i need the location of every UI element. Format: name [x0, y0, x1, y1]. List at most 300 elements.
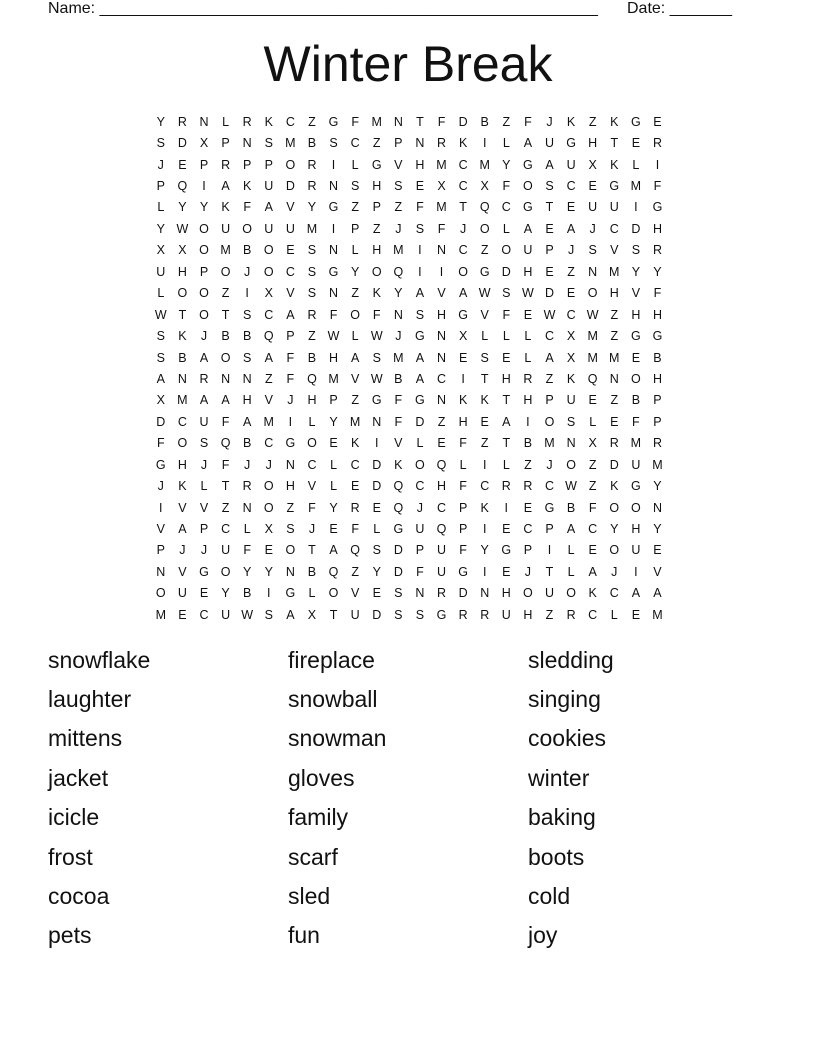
- grid-letter[interactable]: P: [545, 522, 554, 537]
- grid-letter[interactable]: G: [609, 179, 620, 194]
- grid-letter[interactable]: X: [437, 179, 446, 194]
- grid-letter[interactable]: H: [372, 179, 382, 194]
- grid-letter[interactable]: U: [199, 414, 209, 429]
- grid-letter[interactable]: L: [589, 414, 597, 429]
- grid-letter[interactable]: B: [178, 350, 187, 365]
- grid-letter[interactable]: N: [393, 307, 403, 322]
- grid-letter[interactable]: R: [350, 500, 360, 515]
- grid-letter[interactable]: P: [156, 179, 165, 194]
- grid-letter[interactable]: D: [177, 136, 187, 151]
- grid-letter[interactable]: Y: [199, 200, 209, 215]
- grid-letter[interactable]: D: [544, 286, 554, 301]
- grid-letter[interactable]: Y: [502, 157, 511, 172]
- grid-letter[interactable]: G: [523, 200, 533, 215]
- grid-letter[interactable]: O: [263, 500, 274, 515]
- grid-letter[interactable]: A: [199, 393, 209, 408]
- grid-letter[interactable]: J: [395, 221, 402, 236]
- grid-letter[interactable]: G: [630, 479, 641, 494]
- grid-letter[interactable]: E: [653, 543, 662, 558]
- grid-letter[interactable]: O: [350, 307, 360, 322]
- grid-letter[interactable]: I: [634, 200, 638, 215]
- grid-letter[interactable]: X: [264, 286, 273, 301]
- grid-letter[interactable]: D: [393, 564, 403, 579]
- grid-letter[interactable]: R: [458, 607, 468, 622]
- grid-letter[interactable]: F: [308, 500, 316, 515]
- grid-letter[interactable]: C: [199, 607, 209, 622]
- grid-letter[interactable]: R: [523, 479, 533, 494]
- grid-letter[interactable]: V: [350, 586, 360, 601]
- grid-letter[interactable]: K: [610, 114, 619, 129]
- grid-letter[interactable]: C: [501, 200, 511, 215]
- grid-letter[interactable]: V: [480, 307, 489, 322]
- grid-letter[interactable]: F: [502, 179, 511, 194]
- grid-letter[interactable]: X: [307, 607, 317, 622]
- grid-letter[interactable]: F: [372, 307, 381, 322]
- grid-letter[interactable]: H: [501, 371, 511, 386]
- grid-letter[interactable]: W: [370, 329, 383, 344]
- grid-letter[interactable]: A: [588, 564, 597, 579]
- grid-letter[interactable]: X: [458, 329, 468, 344]
- grid-letter[interactable]: S: [199, 436, 209, 451]
- grid-letter[interactable]: C: [350, 457, 360, 472]
- grid-letter[interactable]: H: [177, 264, 187, 279]
- grid-letter[interactable]: Z: [610, 307, 619, 322]
- grid-letter[interactable]: Z: [545, 371, 554, 386]
- grid-letter[interactable]: R: [307, 157, 317, 172]
- grid-letter[interactable]: R: [652, 136, 662, 151]
- grid-letter[interactable]: H: [501, 586, 511, 601]
- grid-letter[interactable]: O: [199, 243, 209, 258]
- grid-letter[interactable]: F: [459, 479, 467, 494]
- grid-letter[interactable]: K: [221, 200, 230, 215]
- grid-letter[interactable]: K: [372, 286, 381, 301]
- grid-letter[interactable]: B: [631, 393, 641, 408]
- grid-letter[interactable]: E: [437, 436, 446, 451]
- grid-letter[interactable]: J: [546, 457, 553, 472]
- name-field[interactable]: Name: ________________________________________________________: [48, 0, 598, 17]
- grid-letter[interactable]: P: [653, 393, 662, 408]
- grid-letter[interactable]: P: [545, 393, 554, 408]
- grid-letter[interactable]: F: [221, 414, 230, 429]
- grid-letter[interactable]: N: [437, 243, 447, 258]
- grid-letter[interactable]: O: [220, 264, 231, 279]
- grid-letter[interactable]: O: [177, 286, 188, 301]
- grid-letter[interactable]: G: [371, 393, 382, 408]
- grid-letter[interactable]: P: [372, 200, 381, 215]
- grid-letter[interactable]: X: [588, 157, 597, 172]
- grid-letter[interactable]: U: [544, 586, 554, 601]
- grid-letter[interactable]: O: [523, 586, 533, 601]
- grid-letter[interactable]: E: [502, 564, 511, 579]
- grid-letter[interactable]: J: [200, 457, 208, 472]
- grid-letter[interactable]: V: [653, 564, 662, 579]
- grid-letter[interactable]: Z: [502, 114, 511, 129]
- grid-letter[interactable]: I: [482, 522, 487, 537]
- grid-letter[interactable]: Z: [567, 264, 575, 279]
- grid-letter[interactable]: F: [416, 564, 424, 579]
- grid-letter[interactable]: G: [328, 264, 339, 279]
- grid-letter[interactable]: A: [243, 414, 252, 429]
- grid-letter[interactable]: V: [199, 500, 209, 515]
- grid-letter[interactable]: H: [329, 350, 339, 365]
- grid-letter[interactable]: U: [631, 457, 641, 472]
- grid-letter[interactable]: T: [480, 371, 489, 386]
- grid-letter[interactable]: F: [632, 414, 640, 429]
- grid-letter[interactable]: R: [242, 114, 252, 129]
- grid-letter[interactable]: A: [566, 522, 576, 537]
- grid-letter[interactable]: C: [544, 329, 554, 344]
- grid-letter[interactable]: B: [243, 329, 252, 344]
- grid-letter[interactable]: J: [459, 221, 467, 236]
- grid-letter[interactable]: H: [631, 522, 641, 537]
- grid-letter[interactable]: E: [372, 500, 381, 515]
- grid-letter[interactable]: U: [221, 607, 231, 622]
- grid-letter[interactable]: H: [437, 307, 447, 322]
- grid-letter[interactable]: I: [655, 157, 660, 172]
- grid-letter[interactable]: Z: [351, 200, 359, 215]
- grid-letter[interactable]: F: [459, 436, 467, 451]
- grid-letter[interactable]: I: [202, 179, 206, 194]
- grid-letter[interactable]: C: [544, 479, 554, 494]
- grid-letter[interactable]: G: [285, 436, 296, 451]
- grid-letter[interactable]: I: [461, 371, 465, 386]
- grid-letter[interactable]: J: [157, 157, 164, 172]
- grid-letter[interactable]: O: [523, 179, 533, 194]
- grid-letter[interactable]: E: [588, 393, 597, 408]
- grid-letter[interactable]: H: [652, 307, 662, 322]
- grid-letter[interactable]: G: [479, 264, 490, 279]
- grid-letter[interactable]: A: [566, 221, 576, 236]
- grid-letter[interactable]: H: [437, 479, 447, 494]
- grid-letter[interactable]: S: [329, 136, 338, 151]
- grid-letter[interactable]: Z: [372, 136, 381, 151]
- grid-letter[interactable]: L: [524, 350, 532, 365]
- grid-letter[interactable]: V: [286, 286, 295, 301]
- grid-letter[interactable]: S: [264, 136, 273, 151]
- grid-letter[interactable]: B: [394, 371, 403, 386]
- grid-letter[interactable]: J: [546, 114, 553, 129]
- grid-letter[interactable]: F: [653, 286, 662, 301]
- grid-letter[interactable]: N: [415, 586, 425, 601]
- grid-letter[interactable]: E: [588, 179, 597, 194]
- grid-letter[interactable]: X: [588, 436, 597, 451]
- grid-letter[interactable]: T: [545, 200, 554, 215]
- grid-letter[interactable]: Z: [588, 479, 597, 494]
- grid-letter[interactable]: U: [609, 200, 619, 215]
- grid-letter[interactable]: W: [565, 479, 577, 494]
- grid-letter[interactable]: F: [351, 114, 359, 129]
- grid-letter[interactable]: F: [351, 522, 359, 537]
- grid-letter[interactable]: U: [566, 157, 576, 172]
- grid-letter[interactable]: P: [350, 221, 360, 236]
- grid-letter[interactable]: E: [502, 350, 511, 365]
- grid-letter[interactable]: G: [415, 393, 425, 408]
- grid-letter[interactable]: E: [566, 286, 576, 301]
- grid-letter[interactable]: Z: [264, 371, 273, 386]
- grid-letter[interactable]: R: [652, 436, 662, 451]
- grid-letter[interactable]: A: [545, 350, 554, 365]
- grid-letter[interactable]: I: [418, 264, 422, 279]
- grid-letter[interactable]: P: [394, 136, 403, 151]
- grid-letter[interactable]: I: [374, 436, 379, 451]
- grid-letter[interactable]: V: [307, 479, 317, 494]
- grid-letter[interactable]: Z: [372, 221, 381, 236]
- grid-letter[interactable]: O: [220, 564, 231, 579]
- grid-letter[interactable]: R: [307, 307, 317, 322]
- grid-letter[interactable]: S: [307, 243, 317, 258]
- grid-letter[interactable]: P: [545, 243, 554, 258]
- grid-letter[interactable]: M: [630, 179, 642, 194]
- grid-letter[interactable]: G: [652, 200, 663, 215]
- grid-letter[interactable]: C: [221, 522, 231, 537]
- grid-letter[interactable]: S: [156, 136, 165, 151]
- grid-letter[interactable]: M: [479, 157, 490, 172]
- grid-letter[interactable]: L: [200, 479, 208, 494]
- grid-letter[interactable]: Z: [351, 564, 359, 579]
- grid-letter[interactable]: V: [610, 243, 619, 258]
- grid-letter[interactable]: Q: [307, 371, 317, 386]
- grid-letter[interactable]: L: [610, 607, 618, 622]
- grid-letter[interactable]: K: [394, 457, 403, 472]
- grid-letter[interactable]: D: [631, 221, 641, 236]
- grid-letter[interactable]: W: [543, 307, 556, 322]
- grid-letter[interactable]: Y: [156, 221, 165, 236]
- grid-letter[interactable]: J: [200, 543, 208, 558]
- grid-letter[interactable]: N: [393, 114, 403, 129]
- grid-letter[interactable]: U: [501, 607, 511, 622]
- grid-letter[interactable]: G: [544, 500, 555, 515]
- grid-letter[interactable]: N: [199, 114, 209, 129]
- grid-letter[interactable]: Z: [524, 457, 532, 472]
- grid-letter[interactable]: A: [286, 607, 295, 622]
- grid-letter[interactable]: M: [393, 350, 404, 365]
- grid-letter[interactable]: N: [437, 393, 447, 408]
- grid-letter[interactable]: E: [199, 586, 209, 601]
- grid-letter[interactable]: Z: [351, 393, 359, 408]
- grid-letter[interactable]: C: [588, 522, 598, 537]
- grid-letter[interactable]: S: [394, 607, 403, 622]
- grid-letter[interactable]: D: [609, 457, 619, 472]
- grid-letter[interactable]: I: [159, 500, 163, 515]
- grid-letter[interactable]: L: [567, 543, 575, 558]
- grid-letter[interactable]: K: [566, 114, 576, 129]
- grid-letter[interactable]: B: [480, 114, 489, 129]
- grid-letter[interactable]: N: [588, 264, 598, 279]
- grid-letter[interactable]: H: [652, 371, 662, 386]
- grid-letter[interactable]: O: [479, 221, 490, 236]
- grid-letter[interactable]: A: [199, 350, 209, 365]
- date-field[interactable]: Date: _______: [627, 0, 732, 17]
- grid-letter[interactable]: O: [544, 414, 555, 429]
- grid-letter[interactable]: W: [176, 221, 189, 236]
- grid-letter[interactable]: P: [264, 157, 273, 172]
- grid-letter[interactable]: O: [199, 286, 209, 301]
- grid-letter[interactable]: Y: [394, 286, 403, 301]
- grid-letter[interactable]: Q: [177, 179, 188, 194]
- grid-letter[interactable]: L: [373, 522, 381, 537]
- grid-letter[interactable]: S: [243, 350, 252, 365]
- grid-letter[interactable]: R: [437, 136, 447, 151]
- grid-letter[interactable]: P: [329, 393, 338, 408]
- grid-letter[interactable]: C: [307, 457, 317, 472]
- grid-letter[interactable]: S: [286, 522, 295, 537]
- grid-letter[interactable]: A: [545, 157, 554, 172]
- grid-letter[interactable]: B: [243, 243, 252, 258]
- grid-letter[interactable]: F: [329, 307, 338, 322]
- grid-letter[interactable]: E: [415, 179, 425, 194]
- grid-letter[interactable]: J: [179, 543, 186, 558]
- grid-letter[interactable]: N: [609, 371, 619, 386]
- grid-letter[interactable]: J: [416, 500, 424, 515]
- grid-letter[interactable]: O: [328, 586, 339, 601]
- grid-letter[interactable]: H: [609, 286, 619, 301]
- grid-letter[interactable]: B: [243, 586, 252, 601]
- grid-letter[interactable]: A: [156, 371, 165, 386]
- grid-letter[interactable]: I: [482, 564, 487, 579]
- grid-letter[interactable]: Z: [351, 286, 359, 301]
- grid-letter[interactable]: N: [480, 586, 490, 601]
- grid-letter[interactable]: C: [264, 436, 274, 451]
- grid-letter[interactable]: A: [221, 393, 230, 408]
- grid-letter[interactable]: B: [523, 436, 533, 451]
- grid-letter[interactable]: T: [502, 393, 511, 408]
- grid-letter[interactable]: E: [350, 479, 360, 494]
- grid-letter[interactable]: P: [415, 543, 425, 558]
- grid-letter[interactable]: K: [480, 393, 489, 408]
- grid-letter[interactable]: O: [501, 243, 512, 258]
- grid-letter[interactable]: N: [242, 371, 252, 386]
- grid-letter[interactable]: S: [415, 307, 425, 322]
- grid-letter[interactable]: T: [221, 307, 230, 322]
- grid-letter[interactable]: N: [437, 350, 447, 365]
- grid-letter[interactable]: S: [545, 179, 554, 194]
- grid-letter[interactable]: E: [610, 414, 619, 429]
- grid-letter[interactable]: J: [265, 457, 272, 472]
- grid-letter[interactable]: L: [632, 157, 640, 172]
- grid-letter[interactable]: A: [523, 221, 533, 236]
- grid-letter[interactable]: K: [480, 500, 489, 515]
- grid-letter[interactable]: E: [329, 522, 338, 537]
- grid-letter[interactable]: Y: [221, 586, 230, 601]
- grid-letter[interactable]: T: [610, 136, 619, 151]
- grid-letter[interactable]: K: [588, 586, 597, 601]
- grid-letter[interactable]: U: [415, 522, 425, 537]
- grid-letter[interactable]: Y: [264, 564, 273, 579]
- grid-letter[interactable]: K: [610, 479, 619, 494]
- grid-letter[interactable]: U: [177, 586, 187, 601]
- grid-letter[interactable]: S: [350, 179, 360, 194]
- grid-letter[interactable]: E: [178, 607, 187, 622]
- grid-letter[interactable]: G: [328, 114, 339, 129]
- grid-letter[interactable]: U: [156, 264, 166, 279]
- grid-letter[interactable]: A: [221, 179, 230, 194]
- grid-letter[interactable]: H: [242, 393, 252, 408]
- grid-letter[interactable]: M: [177, 393, 188, 408]
- grid-letter[interactable]: G: [458, 307, 468, 322]
- grid-letter[interactable]: J: [200, 329, 208, 344]
- grid-letter[interactable]: F: [588, 500, 597, 515]
- grid-letter[interactable]: F: [394, 393, 403, 408]
- grid-letter[interactable]: T: [459, 200, 467, 215]
- grid-letter[interactable]: R: [501, 479, 511, 494]
- grid-letter[interactable]: H: [415, 157, 425, 172]
- grid-letter[interactable]: R: [307, 179, 317, 194]
- grid-letter[interactable]: M: [155, 607, 166, 622]
- grid-letter[interactable]: A: [286, 307, 295, 322]
- grid-letter[interactable]: N: [372, 414, 382, 429]
- grid-letter[interactable]: B: [307, 564, 317, 579]
- grid-letter[interactable]: U: [350, 607, 360, 622]
- grid-letter[interactable]: S: [307, 286, 317, 301]
- grid-letter[interactable]: Q: [393, 500, 404, 515]
- grid-letter[interactable]: P: [199, 157, 209, 172]
- grid-letter[interactable]: O: [177, 436, 188, 451]
- grid-letter[interactable]: I: [245, 286, 249, 301]
- grid-letter[interactable]: P: [653, 414, 662, 429]
- grid-letter[interactable]: X: [178, 243, 187, 258]
- grid-letter[interactable]: I: [288, 414, 293, 429]
- grid-letter[interactable]: H: [458, 414, 468, 429]
- grid-letter[interactable]: R: [177, 114, 187, 129]
- grid-letter[interactable]: C: [264, 307, 274, 322]
- grid-letter[interactable]: S: [415, 221, 425, 236]
- grid-letter[interactable]: R: [242, 479, 252, 494]
- grid-letter[interactable]: G: [371, 157, 382, 172]
- grid-letter[interactable]: F: [156, 436, 165, 451]
- grid-letter[interactable]: K: [178, 479, 187, 494]
- grid-letter[interactable]: T: [308, 543, 316, 558]
- grid-letter[interactable]: L: [330, 479, 338, 494]
- grid-letter[interactable]: R: [199, 371, 209, 386]
- grid-letter[interactable]: W: [370, 371, 383, 386]
- grid-letter[interactable]: W: [478, 286, 491, 301]
- grid-letter[interactable]: A: [415, 350, 425, 365]
- grid-letter[interactable]: U: [264, 179, 274, 194]
- grid-letter[interactable]: D: [501, 264, 511, 279]
- grid-letter[interactable]: Y: [480, 543, 489, 558]
- grid-letter[interactable]: J: [308, 522, 316, 537]
- grid-letter[interactable]: L: [567, 564, 575, 579]
- grid-letter[interactable]: N: [177, 371, 187, 386]
- grid-letter[interactable]: E: [545, 264, 554, 279]
- grid-letter[interactable]: V: [264, 393, 273, 408]
- grid-letter[interactable]: L: [308, 414, 316, 429]
- grid-letter[interactable]: A: [653, 586, 662, 601]
- grid-letter[interactable]: N: [285, 564, 295, 579]
- grid-letter[interactable]: O: [263, 264, 274, 279]
- grid-letter[interactable]: A: [178, 522, 187, 537]
- grid-letter[interactable]: O: [630, 500, 641, 515]
- grid-letter[interactable]: N: [329, 286, 339, 301]
- grid-letter[interactable]: M: [587, 329, 598, 344]
- grid-letter[interactable]: A: [502, 414, 511, 429]
- grid-letter[interactable]: R: [523, 371, 533, 386]
- grid-letter[interactable]: R: [652, 243, 662, 258]
- grid-letter[interactable]: C: [415, 479, 425, 494]
- grid-letter[interactable]: N: [329, 179, 339, 194]
- grid-letter[interactable]: Z: [394, 200, 403, 215]
- grid-letter[interactable]: N: [285, 457, 295, 472]
- grid-letter[interactable]: B: [307, 350, 317, 365]
- grid-letter[interactable]: D: [372, 457, 382, 472]
- grid-letter[interactable]: C: [609, 586, 619, 601]
- grid-letter[interactable]: E: [653, 114, 662, 129]
- grid-letter[interactable]: C: [437, 500, 447, 515]
- grid-letter[interactable]: L: [416, 436, 424, 451]
- grid-letter[interactable]: D: [415, 414, 425, 429]
- grid-letter[interactable]: N: [566, 436, 576, 451]
- grid-letter[interactable]: O: [220, 350, 231, 365]
